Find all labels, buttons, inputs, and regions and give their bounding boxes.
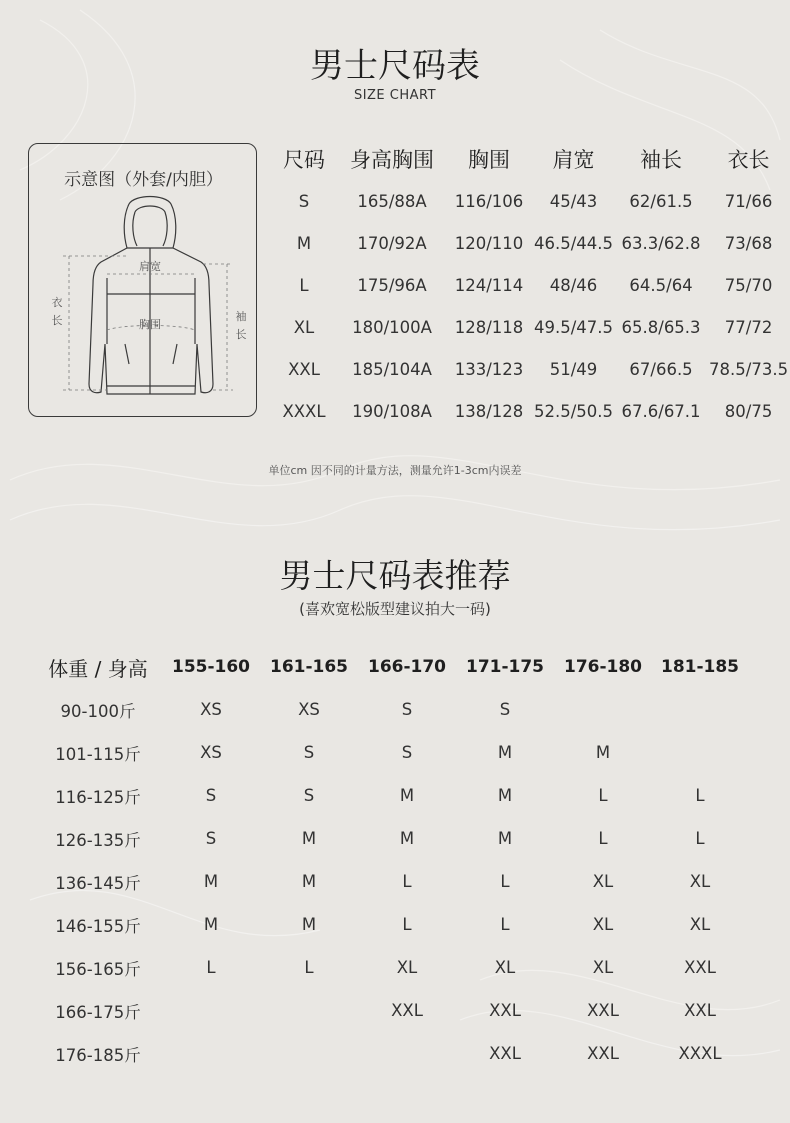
recommend-row	[34, 817, 748, 860]
size-chart-table	[268, 138, 788, 432]
recommended-size-cell	[358, 1032, 456, 1075]
measurement-cell: 77/72	[724, 317, 773, 337]
measurement-cell: 51/49	[549, 359, 598, 379]
recommended-size-cell: XXL	[489, 1044, 521, 1063]
recommended-size-cell: XL	[592, 958, 614, 977]
header-cell: 袖长	[640, 148, 683, 172]
recommended-size-cell	[162, 989, 260, 1032]
recommended-size-cell: M	[497, 743, 513, 762]
recommend-row	[34, 774, 748, 817]
recommended-size-cell: S	[401, 700, 413, 719]
recommended-size-cell: M	[595, 743, 611, 762]
recommended-size-cell: M	[497, 829, 513, 848]
recommended-size-cell: XL	[396, 958, 418, 977]
size-row	[268, 306, 788, 348]
label-chest: 胸围	[139, 318, 161, 331]
recommended-size-cell: XL	[689, 872, 711, 891]
size-label-cell: XXXL	[282, 401, 326, 421]
measurement-cell: 45/43	[549, 191, 598, 211]
recommended-size-cell: L	[500, 915, 510, 934]
weight-cell: 136-145斤	[55, 873, 141, 893]
header-cell: 肩宽	[552, 148, 595, 172]
height-header: 181-185	[660, 657, 740, 677]
recommended-size-cell: XXXL	[678, 1044, 722, 1063]
recommended-size-cell: M	[203, 915, 219, 934]
measurement-cell: 64.5/64	[629, 275, 693, 295]
recommended-size-cell: L	[206, 958, 216, 977]
measurement-cell: 180/100A	[352, 317, 432, 337]
measurement-cell: 62/61.5	[629, 191, 693, 211]
recommended-size-cell: L	[598, 786, 608, 805]
measurement-cell: 65.8/65.3	[621, 317, 701, 337]
size-label-cell: XXL	[288, 359, 320, 379]
recommend-row	[34, 860, 748, 903]
weight-cell: 166-175斤	[55, 1002, 141, 1022]
size-label-cell: S	[298, 191, 310, 211]
size-chart-subtitle: SIZE CHART	[353, 88, 437, 103]
measurement-cell: 170/92A	[357, 233, 427, 253]
recommend-row	[34, 903, 748, 946]
recommended-size-cell: L	[402, 872, 412, 891]
height-header: 161-165	[269, 657, 349, 677]
weight-cell: 126-135斤	[55, 830, 141, 850]
weight-cell: 101-115斤	[55, 744, 141, 764]
size-row	[268, 264, 788, 306]
measurement-note: 单位cm 因不同的计量方法，测量允许1-3cm内误差	[268, 464, 522, 477]
size-row	[268, 348, 788, 390]
label-length-1: 衣	[51, 296, 63, 309]
size-label-cell: L	[299, 275, 309, 295]
label-shoulder: 肩宽	[139, 260, 161, 273]
recommend-header-row	[34, 646, 748, 688]
recommended-size-cell: XXL	[587, 1001, 619, 1020]
header-cell: 胸围	[468, 148, 510, 172]
recommend-row	[34, 1032, 748, 1075]
recommended-size-cell: XXL	[391, 1001, 423, 1020]
recommended-size-cell: XS	[200, 700, 222, 719]
recommended-size-cell: M	[399, 786, 415, 805]
label-length-2: 长	[51, 314, 63, 327]
measurement-cell: 71/66	[724, 191, 773, 211]
weight-cell: 116-125斤	[55, 787, 141, 807]
jacket-diagram	[28, 143, 257, 417]
recommended-size-cell: XXL	[587, 1044, 619, 1063]
measurement-cell: 52.5/50.5	[534, 401, 614, 421]
label-sleeve-2: 长	[235, 328, 247, 341]
recommended-size-cell: L	[598, 829, 608, 848]
recommend-subtitle: (喜欢宽松版型建议拍大一码)	[299, 600, 491, 618]
recommended-size-cell: S	[205, 829, 217, 848]
recommended-size-cell: XL	[592, 872, 614, 891]
height-header: 166-170	[367, 657, 447, 677]
recommended-size-cell: XS	[200, 743, 222, 762]
height-header: 176-180	[563, 657, 643, 677]
recommended-size-cell: XXL	[684, 1001, 716, 1020]
recommend-title: 男士尺码表推荐	[279, 556, 511, 595]
recommended-size-cell	[652, 731, 748, 774]
recommended-size-cell: L	[500, 872, 510, 891]
measurement-cell: 75/70	[724, 275, 773, 295]
measurement-cell: 120/110	[454, 233, 524, 253]
recommended-size-cell	[260, 1032, 358, 1075]
diagram-caption: 示意图（外套/内胆）	[64, 170, 223, 190]
measurement-cell: 116/106	[454, 191, 524, 211]
measurement-cell: 165/88A	[357, 191, 427, 211]
weight-cell: 90-100斤	[60, 701, 136, 721]
measurement-cell: 138/128	[454, 401, 524, 421]
corner-label: 体重 / 身高	[48, 656, 148, 681]
weight-cell: 146-155斤	[55, 916, 141, 936]
recommended-size-cell	[652, 688, 748, 731]
measurement-cell: 48/46	[549, 275, 598, 295]
recommended-size-cell: XL	[592, 915, 614, 934]
weight-cell: 156-165斤	[55, 959, 141, 979]
size-row	[268, 390, 788, 432]
measurement-cell: 80/75	[724, 401, 773, 421]
header-cell: 衣长	[727, 148, 770, 172]
recommended-size-cell: L	[695, 829, 705, 848]
size-row	[268, 180, 788, 222]
recommend-table	[34, 646, 748, 1075]
size-row	[268, 222, 788, 264]
recommend-row	[34, 688, 748, 731]
measurement-cell: 67.6/67.1	[621, 401, 701, 421]
recommended-size-cell	[162, 1032, 260, 1075]
measurement-cell: 175/96A	[357, 275, 427, 295]
weight-cell: 176-185斤	[55, 1045, 141, 1065]
recommended-size-cell: M	[301, 915, 317, 934]
recommend-row	[34, 946, 748, 989]
header-cell: 身高胸围	[350, 148, 434, 172]
recommended-size-cell: XXL	[684, 958, 716, 977]
measurement-cell: 49.5/47.5	[534, 317, 614, 337]
label-sleeve-1: 袖	[235, 310, 247, 323]
recommended-size-cell: S	[401, 743, 413, 762]
measurement-cell: 67/66.5	[629, 359, 693, 379]
height-header: 171-175	[465, 657, 545, 677]
size-label-cell: M	[296, 233, 312, 253]
recommended-size-cell: S	[499, 700, 511, 719]
recommended-size-cell	[554, 688, 652, 731]
recommended-size-cell	[260, 989, 358, 1032]
recommended-size-cell: M	[497, 786, 513, 805]
measurement-cell: 190/108A	[352, 401, 432, 421]
recommended-size-cell: S	[303, 743, 315, 762]
measurement-cell: 78.5/73.5	[709, 359, 789, 379]
recommend-row	[34, 731, 748, 774]
recommended-size-cell: S	[205, 786, 217, 805]
size-chart-title: 男士尺码表	[310, 46, 480, 86]
recommended-size-cell: XS	[298, 700, 320, 719]
measurement-cell: 185/104A	[352, 359, 432, 379]
measurement-cell: 133/123	[454, 359, 524, 379]
size-label-cell: XL	[293, 317, 315, 337]
recommended-size-cell: XL	[494, 958, 516, 977]
recommended-size-cell: L	[695, 786, 705, 805]
recommended-size-cell: XL	[689, 915, 711, 934]
height-header: 155-160	[171, 657, 251, 677]
jacket-illustration	[43, 194, 247, 408]
measurement-cell: 128/118	[454, 317, 524, 337]
measurement-cell: 124/114	[454, 275, 524, 295]
recommended-size-cell: M	[203, 872, 219, 891]
measurement-cell: 63.3/62.8	[621, 233, 701, 253]
size-chart-header-row	[268, 138, 788, 180]
measurement-cell: 46.5/44.5	[534, 233, 614, 253]
recommended-size-cell: XXL	[489, 1001, 521, 1020]
recommend-row	[34, 989, 748, 1032]
recommended-size-cell: L	[304, 958, 314, 977]
measurement-cell: 73/68	[724, 233, 773, 253]
recommended-size-cell: S	[303, 786, 315, 805]
header-cell: 尺码	[283, 148, 325, 172]
recommended-size-cell: M	[399, 829, 415, 848]
recommended-size-cell: M	[301, 872, 317, 891]
recommended-size-cell: L	[402, 915, 412, 934]
recommended-size-cell: M	[301, 829, 317, 848]
